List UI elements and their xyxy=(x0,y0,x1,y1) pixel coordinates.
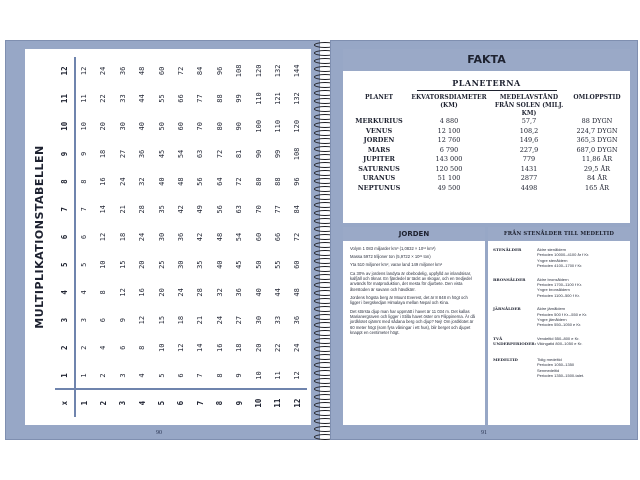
table-cell: 40 xyxy=(215,260,224,269)
period-line: Äldre bronsåldern xyxy=(537,276,569,282)
table-cell: 5 xyxy=(80,262,89,267)
table-cell: 44 xyxy=(138,94,147,103)
table-cell: 35 xyxy=(157,205,166,214)
planet-distance: 227,9 xyxy=(519,145,539,154)
planet-row xyxy=(349,174,625,184)
table-row-header: 10 xyxy=(254,398,264,408)
table-cell: 20 xyxy=(138,260,147,269)
planet-distance: 2877 xyxy=(520,174,538,182)
planet-name: VENUS xyxy=(365,126,393,135)
table-cell: 42 xyxy=(176,205,185,214)
period-lines xyxy=(537,277,625,299)
table-cell: 10 xyxy=(254,371,263,380)
table-cell: 36 xyxy=(176,232,185,242)
table-cell: 40 xyxy=(157,177,166,186)
table-cell: 72 xyxy=(235,177,244,186)
table-cell: 64 xyxy=(215,177,224,186)
table-cell: 10 xyxy=(157,343,166,352)
table-cell: 36 xyxy=(235,288,244,297)
planet-row xyxy=(349,184,625,194)
period-label: BRONSÅLDER xyxy=(493,276,526,282)
period-line: Perioden 10000–4100 år f Kr. xyxy=(537,252,590,258)
table-cell: 20 xyxy=(254,343,263,352)
planet-row xyxy=(349,117,625,127)
table-cell: 50 xyxy=(254,260,263,269)
planet-name: MERKURIUS xyxy=(355,117,403,125)
col-planet: PLANET xyxy=(365,94,393,101)
table-cell: 80 xyxy=(254,177,263,186)
planet-period: 365,3 DYGN xyxy=(576,136,618,144)
table-cell: 44 xyxy=(273,288,282,297)
table-cell: 6 xyxy=(176,373,185,378)
table-cell: 144 xyxy=(293,64,302,78)
planet-diameter: 51 100 xyxy=(437,174,461,182)
table-cell: 90 xyxy=(254,149,263,159)
table-column-header: 10 xyxy=(60,121,70,131)
table-cell: 99 xyxy=(273,149,282,159)
table-cell: 63 xyxy=(235,205,244,214)
period-row xyxy=(488,247,630,269)
table-cell: 81 xyxy=(235,149,244,159)
period-label: TVÅ UNDERPERIODER: xyxy=(493,335,537,347)
table-cell: 24 xyxy=(215,315,224,325)
planet-period: 687,0 DYGN xyxy=(576,145,618,154)
table-cell: 60 xyxy=(157,66,166,76)
table-row-header: 5 xyxy=(157,400,167,406)
table-cell: 6 xyxy=(118,345,127,350)
col-period: OMLOPPSTID xyxy=(573,94,621,101)
table-cell: 48 xyxy=(176,177,185,186)
table-cell: 45 xyxy=(157,149,166,159)
planet-diameter: 6 790 xyxy=(439,145,459,154)
planet-row xyxy=(349,127,625,137)
table-cell: 60 xyxy=(293,260,302,269)
period-line: Yngre järnåldern xyxy=(537,317,567,323)
jorden-paragraph: Massa 5972 triljoner ton (5,9722 × 10²¹ ton) xyxy=(350,254,431,260)
table-cell: 88 xyxy=(215,94,224,103)
table-cell: 33 xyxy=(273,315,282,325)
planet-row xyxy=(349,136,625,146)
table-row-header: 6 xyxy=(176,400,186,406)
table-cell: 20 xyxy=(157,288,166,297)
table-cell: 18 xyxy=(118,232,127,242)
table-corner-label: x xyxy=(60,400,70,406)
table-cell: 22 xyxy=(99,94,108,103)
table-cell: 9 xyxy=(235,373,244,378)
table-cell: 4 xyxy=(99,345,108,350)
table-column-header: 12 xyxy=(60,66,70,76)
jorden-card xyxy=(343,227,485,425)
table-cell: 28 xyxy=(138,205,147,214)
table-cell: 24 xyxy=(138,232,147,242)
planet-diameter: 12 760 xyxy=(437,136,461,144)
period-label: JÄRNÅLDER xyxy=(493,306,521,312)
multiplication-table-title: MULTIPLIKATIONSTABELLEN xyxy=(33,145,46,329)
period-line: Perioden 1700–1100 f Kr. xyxy=(537,282,583,288)
table-cell: 8 xyxy=(138,345,147,350)
table-cell: 24 xyxy=(118,177,127,186)
table-column-header: 6 xyxy=(60,234,70,240)
table-cell: 18 xyxy=(176,315,185,325)
page-number-right: 91 xyxy=(481,430,487,436)
table-cell: 12 xyxy=(80,66,89,76)
table-cell: 30 xyxy=(118,122,127,131)
table-cell: 12 xyxy=(99,232,108,242)
table-cell: 25 xyxy=(157,260,166,269)
page-number-left: 90 xyxy=(156,430,162,436)
table-cell: 132 xyxy=(293,92,302,105)
jorden-paragraph: Yta 510 miljoner km², varav land 149 miljoner km² xyxy=(350,262,443,268)
table-cell: 66 xyxy=(176,94,185,103)
period-label: MEDELTID xyxy=(493,356,518,362)
table-cell: 120 xyxy=(254,64,263,78)
table-column-header: 7 xyxy=(60,207,70,212)
table-cell: 80 xyxy=(215,122,224,131)
table-cell: 16 xyxy=(215,343,224,352)
table-row-header: 7 xyxy=(195,400,205,406)
period-line: Vendeltid 550–800 e Kr. xyxy=(537,335,580,341)
table-column-divider xyxy=(55,388,307,390)
table-cell: 2 xyxy=(80,345,89,350)
col-diameter: EKVATORSDIAMETER (KM) xyxy=(411,94,487,109)
table-row-header: 3 xyxy=(118,400,128,406)
table-cell: 49 xyxy=(196,205,205,214)
table-cell: 77 xyxy=(273,205,282,214)
period-label: STENÅLDER xyxy=(493,247,522,252)
planets-table-header xyxy=(349,93,625,117)
table-column-header: 4 xyxy=(60,290,70,295)
table-column-header: 3 xyxy=(60,317,70,323)
table-cell: 15 xyxy=(157,315,166,325)
table-cell: 2 xyxy=(99,373,108,378)
table-row-header: 1 xyxy=(79,400,89,406)
multiplication-grid xyxy=(55,57,307,417)
table-cell: 96 xyxy=(215,66,224,76)
table-cell: 42 xyxy=(196,232,205,242)
table-column-header: 9 xyxy=(60,151,70,157)
table-cell: 48 xyxy=(293,288,302,297)
planet-row xyxy=(349,155,625,165)
table-cell: 9 xyxy=(118,317,127,323)
planet-period: 88 DYGN xyxy=(581,117,613,125)
table-cell: 54 xyxy=(235,232,244,242)
table-cell: 6 xyxy=(99,317,108,323)
table-cell: 3 xyxy=(118,373,127,378)
jorden-paragraph: Det största djup man har uppmätt i havet är 11 034 m. Det kallas Marianergraven och ligger i Stilla havet öster om Filippinerna. Är då jordklotet ojämnt med sådana berg och djup? Nej! Om jordklotet är 60 meter högt (som fyra våningar i ett hus), blir berget och djupet knappt en centimeter högt. xyxy=(350,308,475,336)
table-cell: 84 xyxy=(196,66,205,76)
table-cell: 8 xyxy=(99,290,108,295)
table-cell: 12 xyxy=(118,288,127,297)
table-cell: 30 xyxy=(254,315,263,325)
table-cell: 32 xyxy=(138,177,147,186)
table-column-header: 11 xyxy=(60,94,70,104)
table-cell: 77 xyxy=(196,94,205,103)
period-row xyxy=(488,336,630,347)
planet-name: JORDEN xyxy=(363,136,395,144)
table-cell: 36 xyxy=(138,149,147,159)
table-cell: 28 xyxy=(196,288,205,297)
table-cell: 70 xyxy=(254,205,263,214)
planet-period: 84 ÅR xyxy=(587,174,607,182)
table-cell: 4 xyxy=(80,290,89,295)
table-cell: 35 xyxy=(196,260,205,269)
table-cell: 55 xyxy=(273,260,282,269)
table-cell: 84 xyxy=(293,205,302,214)
period-line: Perioden 1350–1500-talet. xyxy=(537,372,585,378)
multiplication-table-card xyxy=(25,49,311,425)
planet-distance: 57,7 xyxy=(521,117,537,125)
planet-diameter: 120 500 xyxy=(435,164,463,173)
planets-title-rule xyxy=(417,90,557,91)
table-cell: 132 xyxy=(273,64,282,78)
table-cell: 18 xyxy=(235,343,244,352)
period-line: Senmedeltid xyxy=(537,367,560,373)
planet-diameter: 49 500 xyxy=(437,183,461,192)
table-cell: 88 xyxy=(273,177,282,186)
table-cell: 21 xyxy=(196,315,205,325)
period-line: Perioden 500 f Kr.–550 e Kr. xyxy=(537,311,588,317)
table-cell: 36 xyxy=(118,66,127,76)
table-cell: 63 xyxy=(196,149,205,159)
table-cell: 14 xyxy=(99,205,108,214)
table-cell: 27 xyxy=(235,315,244,325)
table-cell: 56 xyxy=(196,177,205,186)
planet-row xyxy=(349,146,625,156)
table-cell: 40 xyxy=(254,288,263,297)
table-cell: 4 xyxy=(138,373,147,378)
period-line: Perioden 550–1050 e Kr. xyxy=(537,322,582,328)
table-cell: 8 xyxy=(215,373,224,378)
planet-distance: 149,6 xyxy=(519,136,539,144)
table-cell: 96 xyxy=(293,177,302,186)
table-cell: 12 xyxy=(176,343,185,352)
table-cell: 20 xyxy=(99,122,108,131)
table-cell: 72 xyxy=(176,66,185,76)
stenalder-card xyxy=(488,227,630,425)
table-cell: 11 xyxy=(80,94,89,103)
table-cell: 1 xyxy=(80,373,89,378)
table-cell: 12 xyxy=(293,371,302,380)
jorden-paragraph: Jordens högsta berg är Mount Everest, det är 8 848 m högt och ligger i bergskedjan Himalaya mellan Nepal och Kina. xyxy=(350,295,468,306)
planet-period: 29,5 ÅR xyxy=(583,164,611,173)
period-line: Perioden 1050–1350 xyxy=(537,362,575,368)
table-cell: 7 xyxy=(80,207,89,212)
fakta-card xyxy=(343,49,630,223)
period-lines xyxy=(537,357,625,379)
table-cell: 54 xyxy=(176,149,185,159)
table-row-header: 8 xyxy=(215,400,225,406)
table-cell: 50 xyxy=(157,122,166,131)
stenalder-body xyxy=(488,247,630,378)
table-cell: 90 xyxy=(235,122,244,131)
table-cell: 15 xyxy=(118,260,127,269)
planet-distance: 4498 xyxy=(520,183,538,192)
left-page xyxy=(5,40,320,440)
planet-diameter: 4 880 xyxy=(439,117,459,125)
table-cell: 10 xyxy=(80,122,89,131)
table-cell: 27 xyxy=(118,149,127,159)
planet-name: NEPTUNUS xyxy=(357,183,401,192)
table-cell: 99 xyxy=(235,94,244,103)
fakta-title: FAKTA xyxy=(343,49,630,71)
planet-period: 11,86 ÅR xyxy=(581,155,613,163)
planet-row xyxy=(349,165,625,175)
table-cell: 45 xyxy=(235,260,244,269)
period-line: Äldre järnåldern xyxy=(537,306,566,312)
table-cell: 14 xyxy=(196,343,205,352)
jorden-title: JORDEN xyxy=(343,227,485,241)
jorden-body xyxy=(343,241,485,336)
table-cell: 56 xyxy=(215,205,224,214)
planet-period: 165 ÅR xyxy=(584,183,610,192)
planet-distance: 108,2 xyxy=(519,126,539,135)
table-cell: 48 xyxy=(215,232,224,242)
period-line: Äldre stenåldern xyxy=(537,247,567,252)
table-cell: 48 xyxy=(138,66,147,76)
table-cell: 12 xyxy=(138,315,147,325)
table-cell: 10 xyxy=(99,260,108,269)
period-line: Yngre stenåldern xyxy=(537,257,568,263)
table-cell: 30 xyxy=(176,260,185,269)
table-cell: 110 xyxy=(273,119,282,133)
period-line: Perioden 4100–1700 f Kr. xyxy=(537,263,583,269)
table-row-header: 12 xyxy=(292,398,302,408)
table-cell: 6 xyxy=(80,234,89,240)
table-column-header: 1 xyxy=(60,373,70,378)
table-cell: 108 xyxy=(293,147,302,161)
period-line: Tidig medeltid xyxy=(537,356,562,362)
table-cell: 24 xyxy=(99,66,108,76)
table-cell: 24 xyxy=(176,288,185,297)
period-line: Vikingatid 800–1050 e Kr. xyxy=(537,341,583,347)
table-cell: 16 xyxy=(138,288,147,297)
table-row-header: 4 xyxy=(137,400,147,406)
table-column-header: 8 xyxy=(60,179,70,184)
period-row xyxy=(488,277,630,299)
table-cell: 22 xyxy=(273,343,282,352)
period-row xyxy=(488,357,630,379)
table-cell: 108 xyxy=(235,64,244,78)
period-lines xyxy=(537,247,625,269)
table-cell: 70 xyxy=(196,122,205,131)
planet-name: URANUS xyxy=(362,174,396,182)
table-cell: 7 xyxy=(196,373,205,378)
planet-diameter: 12 100 xyxy=(437,126,461,135)
planet-distance: 779 xyxy=(522,155,536,163)
planet-diameter: 143 000 xyxy=(435,155,463,163)
table-row-header: 11 xyxy=(273,398,283,408)
table-cell: 120 xyxy=(293,119,302,133)
planet-name: SATURNUS xyxy=(358,164,400,173)
table-cell: 8 xyxy=(80,179,89,184)
jorden-paragraph: Volym 1 083 miljarder km³ (1,0832 × 10¹² km³) xyxy=(350,246,436,251)
planet-name: JUPITER xyxy=(363,155,395,163)
period-lines xyxy=(537,336,625,347)
planets-title: PLANETERNA xyxy=(452,78,521,88)
table-cell: 110 xyxy=(254,92,263,105)
table-cell: 16 xyxy=(99,177,108,186)
table-cell: 72 xyxy=(293,232,302,242)
table-cell: 36 xyxy=(293,315,302,325)
table-cell: 5 xyxy=(157,373,166,378)
table-column-header: 5 xyxy=(60,262,70,267)
table-cell: 72 xyxy=(215,149,224,159)
period-row xyxy=(488,306,630,328)
period-line: Perioden 1100–500 f Kr. xyxy=(537,292,580,298)
table-cell: 18 xyxy=(99,149,108,159)
table-cell: 30 xyxy=(157,232,166,242)
table-cell: 32 xyxy=(215,288,224,297)
table-cell: 60 xyxy=(254,232,263,242)
period-line: Yngre bronsåldern xyxy=(537,287,570,293)
table-cell: 9 xyxy=(80,151,89,157)
table-cell: 21 xyxy=(118,205,127,214)
table-cell: 40 xyxy=(138,122,147,131)
table-column-header: 2 xyxy=(60,345,70,351)
table-header-divider xyxy=(74,57,76,417)
planet-name: MARS xyxy=(367,145,391,154)
planet-distance: 1431 xyxy=(520,164,538,173)
table-cell: 3 xyxy=(80,317,89,323)
period-lines xyxy=(537,306,625,328)
table-row-header: 9 xyxy=(234,400,244,406)
right-page xyxy=(330,40,638,440)
table-cell: 66 xyxy=(273,232,282,242)
table-cell: 100 xyxy=(254,119,263,133)
table-cell: 11 xyxy=(273,371,282,380)
table-cell: 55 xyxy=(157,94,166,103)
table-cell: 60 xyxy=(176,122,185,131)
table-cell: 33 xyxy=(118,94,127,103)
planet-period: 224,7 DYGN xyxy=(576,126,618,135)
col-distance: MEDELAVSTÅND FRÅN SOLEN (MILJ. KM) xyxy=(494,94,564,117)
stenalder-title: FRÅN STENÅLDER TILL MEDELTID xyxy=(488,227,630,241)
table-cell: 121 xyxy=(273,92,282,105)
planets-table xyxy=(349,93,625,193)
multiplication-table-rotated xyxy=(25,49,311,425)
table-cell: 24 xyxy=(293,343,302,352)
table-row-header: 2 xyxy=(98,400,108,406)
jorden-paragraph: Ca 30% av jordens landyta är obebodelig, uppfylld av inlandsisar, kalfjäll och öknar. En fjärdedel är täckt av skogar, och en tredjedel används för matproduktion, det mesta för djurbete. Den vista återstoden är savann och hävdkärr. xyxy=(350,270,472,292)
